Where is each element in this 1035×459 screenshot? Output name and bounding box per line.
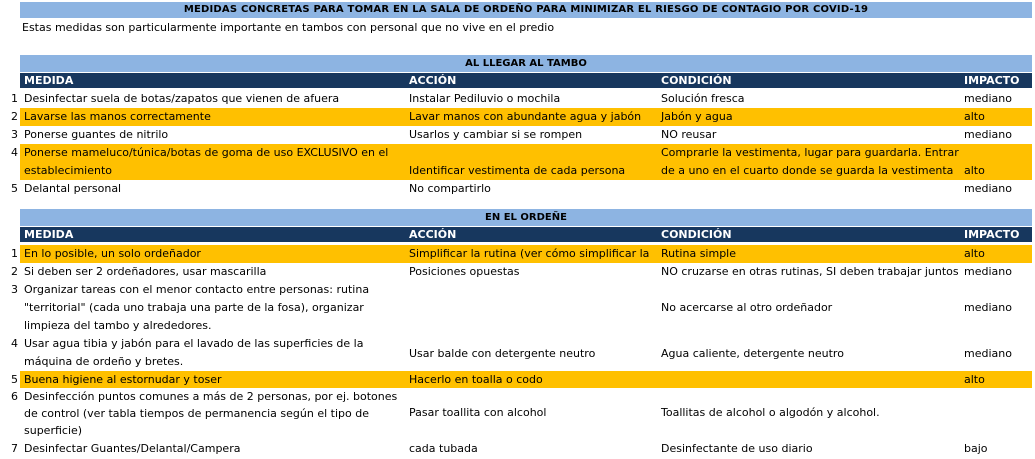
table-header-section2	[20, 227, 1032, 242]
table-row	[11, 144, 1032, 180]
medida-cell: Buena higiene al estornudar y toser	[24, 373, 222, 386]
accion-cell: No compartirlo	[409, 182, 491, 195]
section-title-al-llegar: AL LLEGAR AL TAMBO	[20, 55, 1032, 72]
accion-cell: Identificar vestimenta de cada persona	[409, 164, 626, 177]
col-accion: ACCIÓN	[409, 228, 457, 241]
medida-cell: Si deben ser 2 ordeñadores, usar mascarilla	[24, 265, 267, 278]
row-number: 5	[11, 182, 18, 195]
medida-cell: Desinfectar suela de botas/zapatos que vienen de afuera	[24, 92, 340, 105]
condicion-cell: Agua caliente, detergente neutro	[661, 347, 844, 360]
medida-cell-line3: limpieza del tambo y alrededores.	[24, 319, 212, 332]
condicion-cell: Desinfectante de uso diario	[661, 442, 813, 455]
row-number: 2	[11, 110, 18, 123]
impacto-cell: alto	[964, 110, 985, 123]
accion-cell: Usarlos y cambiar si se rompen	[409, 128, 583, 141]
row-number: 2	[11, 265, 18, 278]
table-row	[11, 263, 1032, 281]
table-row	[11, 126, 1032, 144]
condicion-cell-line2: de a uno en el cuarto donde se guarda la vestimenta	[661, 164, 954, 177]
table-row	[11, 108, 1032, 126]
row-number: 6	[11, 390, 18, 403]
medida-cell: Desinfección puntos comunes a más de 2 personas, por ej. botones	[24, 390, 398, 403]
col-medida: MEDIDA	[24, 74, 74, 87]
row-number: 3	[11, 283, 18, 296]
condicion-cell: NO cruzarse en otras rutinas, SI deben trabajar juntos	[661, 265, 959, 278]
medida-cell-line2: "territorial" (cada uno trabaja una parte de la fosa), organizar	[24, 301, 364, 314]
impacto-cell: alto	[964, 247, 985, 260]
table-row	[11, 388, 1032, 440]
condicion-cell: Rutina simple	[661, 247, 737, 260]
condicion-cell: Jabón y agua	[661, 110, 733, 123]
impacto-cell: mediano	[964, 301, 1012, 314]
impacto-cell: mediano	[964, 347, 1012, 360]
table-header-section1	[20, 73, 1032, 88]
medida-cell: Delantal personal	[24, 182, 122, 195]
page-title: MEDIDAS CONCRETAS PARA TOMAR EN LA SALA DE ORDEÑO PARA MINIMIZAR EL RIESGO DE CONTAGIO POR COVID-19	[20, 2, 1032, 18]
impacto-cell: bajo	[964, 442, 988, 455]
medida-cell: Ponerse mameluco/túnica/botas de goma de uso EXCLUSIVO en el	[24, 146, 389, 159]
accion-cell: Usar balde con detergente neutro	[409, 347, 596, 360]
medida-cell-line2: máquina de ordeño y bretes.	[24, 355, 184, 368]
condicion-cell: No acercarse al otro ordeñador	[661, 301, 833, 314]
condicion-cell: NO reusar	[661, 128, 717, 141]
impacto-cell: alto	[964, 373, 985, 386]
medida-cell-line2: establecimiento	[24, 164, 113, 177]
table-row	[11, 90, 1032, 108]
accion-cell: cada tubada	[409, 442, 478, 455]
medida-cell: Desinfectar Guantes/Delantal/Campera	[24, 442, 241, 455]
impacto-cell: mediano	[964, 182, 1012, 195]
impacto-cell: mediano	[964, 265, 1012, 278]
col-medida: MEDIDA	[24, 228, 74, 241]
row-number: 1	[11, 247, 18, 260]
medida-cell: Lavarse las manos correctamente	[24, 110, 211, 123]
table-row	[11, 245, 1032, 263]
medida-cell-line2: de control (ver tabla tiempos de permanencia según el tipo de	[24, 407, 369, 420]
table-row	[11, 281, 1032, 335]
accion-cell: Hacerlo en toalla o codo	[409, 373, 543, 386]
col-condicion: CONDICIÓN	[661, 228, 732, 241]
col-impacto: IMPACTO	[964, 228, 1020, 241]
row-number: 4	[11, 146, 18, 159]
section-title-en-el-ordene: EN EL ORDEÑE	[20, 209, 1032, 226]
accion-cell: Posiciones opuestas	[409, 265, 520, 278]
table-row	[11, 335, 1032, 371]
accion-cell: Instalar Pediluvio o mochila	[409, 92, 561, 105]
condicion-cell: Toallitas de alcohol o algodón y alcohol.	[661, 406, 880, 419]
medida-cell: En lo posible, un solo ordeñador	[24, 247, 201, 260]
accion-cell: Lavar manos con abundante agua y jabón	[409, 110, 642, 123]
accion-cell: Simplificar la rutina (ver cómo simplificar la	[409, 247, 650, 260]
row-number: 1	[11, 92, 18, 105]
condicion-cell: Solución fresca	[661, 92, 745, 105]
table-row	[11, 180, 1032, 198]
medida-cell: Ponerse guantes de nitrilo	[24, 128, 169, 141]
col-condicion: CONDICIÓN	[661, 74, 732, 87]
table-row	[11, 371, 1032, 388]
medida-cell-line3: superficie)	[24, 424, 83, 437]
condicion-cell: Comprarle la vestimenta, lugar para guardarla. Entrar	[661, 146, 959, 159]
row-number: 3	[11, 128, 18, 141]
col-accion: ACCIÓN	[409, 74, 457, 87]
impacto-cell: alto	[964, 164, 985, 177]
table-row	[11, 440, 1032, 458]
col-impacto: IMPACTO	[964, 74, 1020, 87]
row-number: 5	[11, 373, 18, 386]
row-number: 7	[11, 442, 18, 455]
medida-cell: Organizar tareas con el menor contacto entre personas: rutina	[24, 283, 370, 296]
impacto-cell: mediano	[964, 92, 1012, 105]
medida-cell: Usar agua tibia y jabón para el lavado de las superficies de la	[24, 337, 364, 350]
accion-cell: Pasar toallita con alcohol	[409, 406, 547, 419]
subtitle: Estas medidas son particularmente importante en tambos con personal que no vive en el predio	[22, 21, 555, 34]
impacto-cell: mediano	[964, 128, 1012, 141]
row-number: 4	[11, 337, 18, 350]
